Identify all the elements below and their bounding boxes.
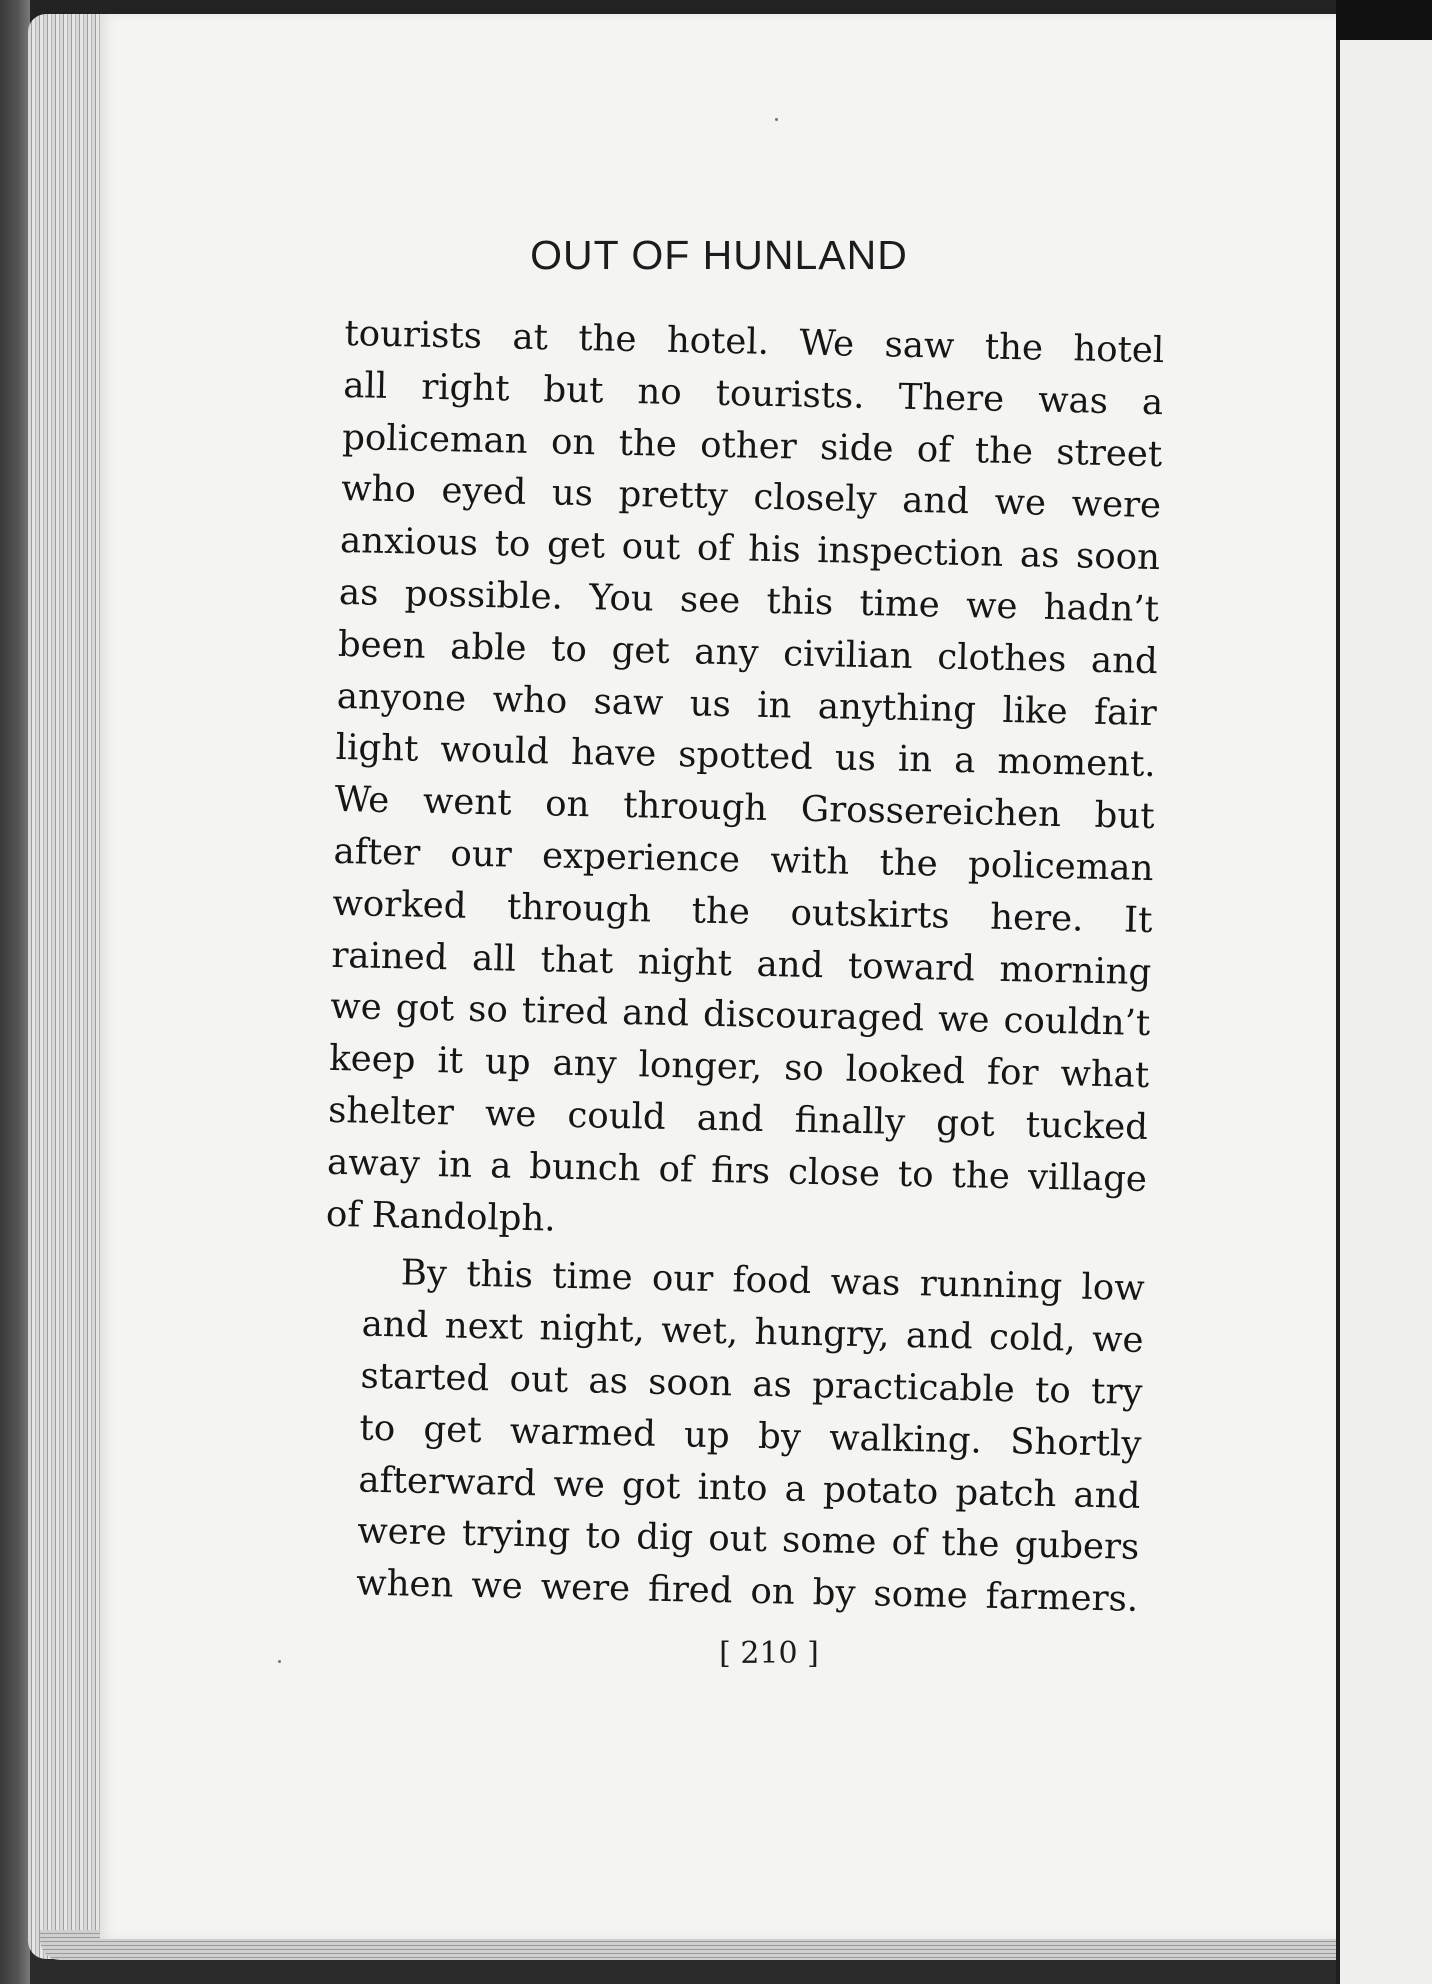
text-line: been able to get any civilian clothes and: [337, 623, 1159, 682]
gutter-line: [1336, 40, 1340, 1984]
text-line: who eyed us pretty closely and we were: [340, 468, 1162, 527]
text-line: and next night, wet, hungry, and cold, we: [361, 1303, 1144, 1362]
text-line: shelter we could and finally got tucked: [327, 1089, 1149, 1148]
text-line: were trying to dig out some of the gubers: [356, 1510, 1140, 1569]
text-line: to get warmed up by walking. Shortly: [359, 1407, 1142, 1465]
text-line: of Randolph.: [325, 1193, 557, 1240]
text-line: keep it up any longer, so looked for what: [328, 1037, 1150, 1097]
facing-page-edge: [1340, 40, 1432, 1984]
body-text: [318, 308, 1165, 1626]
text-line: tourists at the hotel. We saw the hotel: [344, 312, 1165, 372]
text-line: rained all that night and toward morning: [331, 934, 1152, 993]
text-line: light would have spotted us in a moment.: [335, 727, 1157, 786]
paper-speck: [775, 118, 778, 121]
text-line: we got so tired and discouraged we couldn’t: [329, 986, 1151, 1045]
text-line: By this time our food was running low: [400, 1252, 1146, 1310]
text-line: away in a bunch of firs close to the village: [326, 1141, 1148, 1200]
page-number: [ 210 ]: [719, 1636, 819, 1671]
running-head: OUT OF HUNLAND: [530, 232, 908, 278]
text-line: as possible. You see this time we hadn’t: [338, 571, 1160, 631]
paragraph: [325, 308, 1164, 1257]
text-line: anxious to get out of his inspection as soon: [339, 520, 1161, 579]
paragraph: [318, 1246, 1145, 1626]
text-line: after our experience with the policeman: [333, 830, 1154, 890]
text-line: afterward we got into a potato patch and: [358, 1459, 1141, 1517]
text-line: anyone who saw us in anything like fair: [336, 675, 1158, 734]
text-line: all right but no tourists. There was a: [342, 364, 1164, 423]
text-line: started out as soon as practicable to try: [360, 1355, 1143, 1413]
text-line: worked through the outskirts here. It: [332, 882, 1153, 941]
scanner-left-bed: [0, 0, 30, 1984]
text-line: when we were fired on by some farmers.: [355, 1562, 1139, 1621]
text-line: policeman on the other side of the street: [341, 416, 1163, 475]
next-page-top-shadow: [1336, 0, 1432, 40]
text-line: We went on through Grossereichen but: [334, 779, 1155, 838]
